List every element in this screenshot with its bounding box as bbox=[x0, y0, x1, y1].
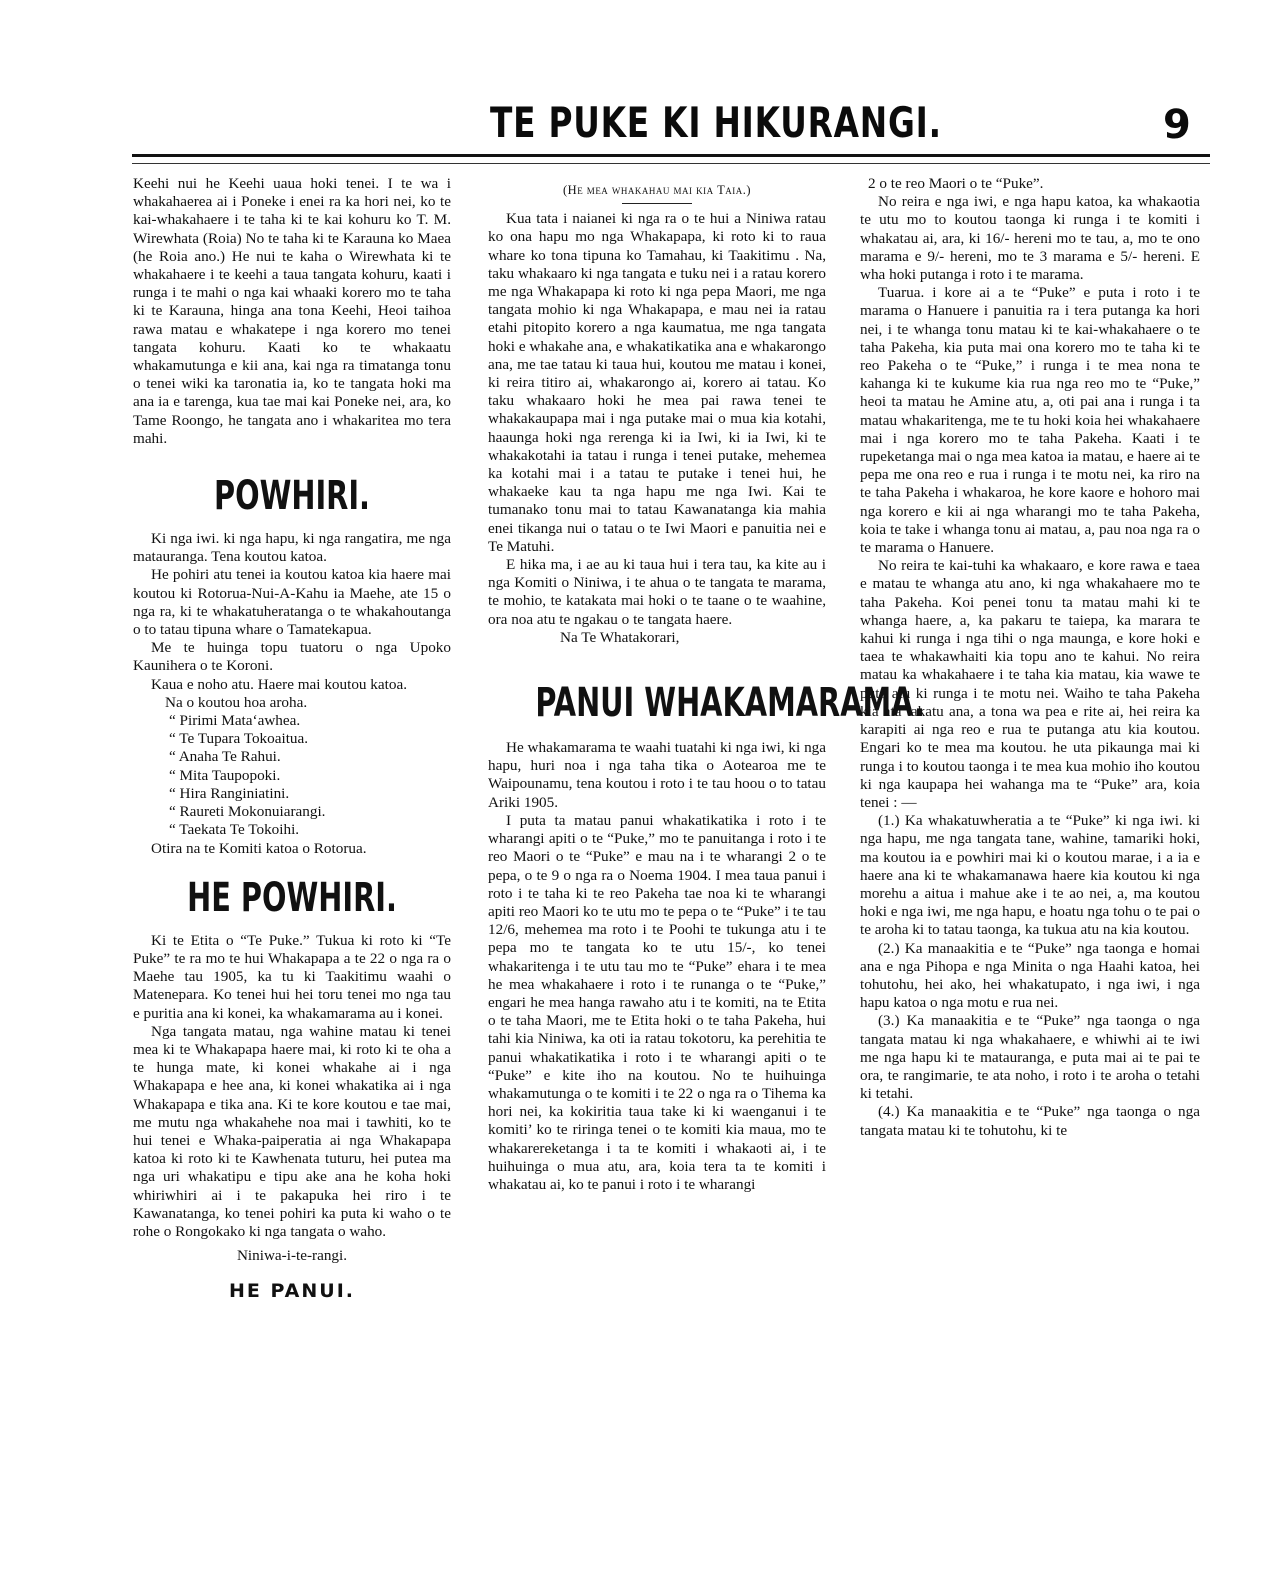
he-powhiri-paragraph-2: Nga tangata matau, nga wahine matau ki tenei mea ki te Whakapapa haere mai, ki roto ki te oha a te hunga mate, ki konei whakahe ai i nga Whakapapa e hee ana, ki konei whakatika ai i nga Whakapapa e tika ana. Ki te kore koutou e tae mai, me mutu nga whakahehe noa mai i tawhiti, ko te hui tenei e Whaka-paiperatia ai nga Whakapapa katoa ki roto ki te Kawhenata tuturu, hei putea ma nga uri whakatipu e tipu ake ana he koha hoki whiriwhiri ai i te pakapuka hei riro i te Kawanatanga, ko tenei pohiri ka puta ki waho o te rohe o Rongokako ki nga tangata o waho. bbox=[133, 1022, 451, 1240]
short-rule bbox=[622, 203, 692, 204]
signatory: “ Raureti Mokonuiarangi. bbox=[169, 803, 326, 821]
fees-paragraph: No reira e nga iwi, e nga hapu katoa, ka whakaotia te utu mo to koutou taonga ki runga i te komiti i whakatau ai, ara, ki 16/- hereni mo te tau, a, mo te ono marama e 9/- hereni, mo te 3 marama e 5/- hereni. E wha hoki putanga i roto i te marama. bbox=[860, 193, 1200, 284]
powhiri-closing: Otira na te Komiti katoa o Rotorua. bbox=[151, 839, 367, 857]
signatory: “ Hira Ranginiatini. bbox=[169, 784, 290, 802]
list-item-2: (2.) Ka manaakitia e te “Puke” nga taonga e homai ana e nga Pihopa e nga Minita o nga Haahi katoa, hei tohutohu, hei ako, hei whakatupato, i nga iwi, i nga hapu katoa o nga motu e rua nei. bbox=[860, 939, 1200, 1012]
heading-he-powhiri: HE POWHIRI. bbox=[187, 874, 397, 921]
masthead-rule-thick bbox=[132, 154, 1210, 157]
delay-paragraph: Tuarua. i kore ai a te “Puke” e puta i roto i te marama o Hanuere i panuitia ra i tera putanga ka hori nei, i te whanga tonu matau ki te kai-whakahaere o te taha Pakeha, kia puta mai ona korero mo te taha ki te reo Pakeha o te “Puke,” i runga i te mea nona te kahanga ki te kukume kia rua nga reo mo te “Puke,” heoi ta matau he Amine atu, a, oti pai ana i runga i ta matau whakaritenga, me te tu hoki koia hei whakahaere mai i nga korero mo te taha Pakeha. Kaati i te rupeketanga mai o nga mea katoa ia matau, e haere ai te pepa me ona reo e rua i runga i te motu nei, ka riro na te taha Pakeha i whakaroa, he kore kaore e hohoro mai nga korero e kii ai nga wharangi mo te taha Pakeha, koia te take i whanga tonu ai matau, a, pau noa nga ra o te marama o Hanuere. bbox=[860, 284, 1200, 557]
list-item-3: (3.) Ka manaakitia e te “Puke” nga taonga o nga tangata matau ki nga whakahaere, e whiwhi ai te iwi me nga hapu ki te matauranga, e puta mai ai te pai te ora, te rangimarie, te ata noho, i roto i te aroha o tetahi ki tetahi. bbox=[860, 1012, 1200, 1103]
letter-paragraph-1: Kua tata i naianei ki nga ra o te hui a Niniwa ratau ko ona hapu mo nga Whakapapa, ki roto ki to raua whare ko tona tipuna ko Tamahau, ki Taakitimu . Na, taku whakaaro ki nga tangata e tuku nei i a ratau korero me nga Whakapapa ki roto ki nga pepa Maori, me nga tangata mohio ki nga Whakapapa, e mau nei ia ratau etahi pitopito korero a nga kaumatua, me nga tangata hoki e whakahe ana, e whakatikatika ana e whakarongo ana, me tae tatau ki taua hui, koutou me matau i konei, ki reira titiro ai, whakarongo ai, korero ai tatau. Ko taku whakaaro hoki he mea pai rawa tenei te whakakaupapa mai i nga putake mai o mua kia kotahi, haaunga hoki nga rerenga ki ia Iwi, ki ia Iwi, ki te whakakotahi ia tatau i runga i tenei putake, mehemea ka kotahi mai i a tatau te putake i tenei hui, he whakaeke kau ta nga hapu me nga Iwi. Kai te tumanako tonu mai to tatau Kawanatanga kia mahia enei tikanga nui o tatau o te Iwi Maori e panuitia nei e Te Matuhi. bbox=[488, 210, 826, 555]
letter-paragraph-2: E hika ma, i ae au ki taua hui i tera tau, ka kite au i nga Komiti o Niniwa, i te ahua o te tangata te marama, te mohio, te katakata mai hoki o te taane o te waahine, ora noa atu te ngakau o te tangata haere. bbox=[488, 556, 826, 628]
page-number: 9 bbox=[1163, 102, 1191, 148]
signatory: “ Pirimi Mata‘awhea. bbox=[169, 712, 301, 730]
powhiri-paragraph-1: Ki nga iwi. ki nga hapu, ki nga rangatira, me nga matauranga. Tena koutou katoa. bbox=[133, 530, 451, 566]
powhiri-paragraph-4: Kaua e noho atu. Haere mai koutou katoa. bbox=[151, 675, 407, 693]
heading-powhiri: POWHIRI. bbox=[213, 473, 371, 520]
he-powhiri-signature: Niniwa-i-te-rangi. bbox=[236, 1247, 348, 1265]
powhiri-paragraph-3: Me te huinga topu tuatoru o nga Upoko Kaunihera o te Koroni. bbox=[133, 639, 451, 675]
list-item-1: (1.) Ka whakatuwheratia a te “Puke” ki nga iwi. ki nga hapu, me nga tangata tane, wahine, tamariki hoki, ma koutou ia e powhiri mai ki o koutou marae, i a ia e haere ana ki te whakamanawa haere kia koutou ki nga morehu a aitua i mahue ake i te ao nei, a, ma koutou hoki e nga iwi, me nga hapu, e hoatu nga tohu o te pai o te aroha ki to tatau taonga, ka tukua atu na kia koutou. bbox=[860, 812, 1200, 939]
heading-he-panui: HE PANUI. bbox=[229, 1280, 355, 1303]
column-1 bbox=[133, 175, 451, 1303]
powhiri-paragraph-2: He pohiri atu tenei ia koutou katoa kia haere mai koutou ki Rotorua-Nui-A-Kahu ia Maehe, ate 15 o nga ra, ki te whakatuheratanga o te whakahoutanga o to tatau tipuna whare o Tamatekapua. bbox=[133, 566, 451, 639]
masthead-rule-thin bbox=[132, 163, 1210, 164]
column-3 bbox=[860, 175, 1200, 1140]
letter-subheading: (He mea whakahau mai kia Taia.) bbox=[563, 183, 751, 197]
signatory: “ Anaha Te Rahui. bbox=[169, 748, 281, 766]
letter-signature: Na Te Whatakorari, bbox=[560, 628, 680, 646]
signatory: “ Mita Taupopoki. bbox=[169, 766, 281, 784]
decision-paragraph: No reira te kai-tuhi ka whakaaro, e kore rawa e taea e matau te whanga atu ano, ki nga whakahaere mo te taha Pakeha. Koi penei tonu ta matau mahi ki te whanga haere, a, ka pakaru te taiepa, ka marara te kahui ki runga i nga tihi o nga maunga, e kore hoki e taea te whakawhaiti kia topu ano te kahui. No reira matau ka whakahaere i te taha kia matau, kia wawe te puta atu ki runga i te motu nei. Waiho te taha Pakeha kia ata takatu ana, a tona wa pea e rite ai, hei reira ka karapiti ai nga reo e rua te putanga atu kia koutou. Engari ko te mea ma koutou. he uta pikaunga mai ki runga i to koutou taonga i te mea kua mohio iho koutou ki nga kaupapa hei wahanga ma te “Puke” ara, koia tenei : — bbox=[860, 557, 1200, 811]
masthead bbox=[0, 98, 1280, 158]
panui-paragraph-1: He whakamarama te waahi tuatahi ki nga iwi, ki nga hapu, huri noa i nga taha tika o Aotearoa me te Waipounamu, tena koutou i roto i te tau hoou o to tatau Ariki 1905. bbox=[488, 739, 826, 811]
panui-paragraph-2: I puta ta matau panui whakatikatika i roto i te wharangi apiti o te “Puke,” mo te panuitanga i roto i te reo Maori o te “Puke” e mau na i te wharangi 2 o te pepa, o te 9 o nga ra o Noema 1904. I mea taua panui i roto i te taha ki te reo Pakeha tae noa ki te wharangi apiti reo Maori ko te utu mo te pepa o te “Puke” i te tau 12/6, mehemea ma roto i te Poohi te tukunga atu i te pepa mo te tangata ko te utu 15/-, ko tenei whakaritenga i te utu tau mo te “Puke” ehara i te mea he mea whakahaere i roto i te runanga o te “Puke,” engari he mea hanga rawaho atu i te komiti, na te Etita o te taha Maori, me te Etita hoki o te taha Pakeha, hui tahi kia Niniwa, ka oti ia ratau tokotoru, ka perehitia te panui whakatikatika i roto i te wharangi apiti o te “Puke” e kite iho na koutou. No te huihuinga whakamutunga o te komiti i te 22 o nga ra o Tihema ka hori nei, ka kokiritia taua take ki ki waenganui i te komiti’ ko te riringa tenei o te komiti kia maua, mo te whakarereketanga i ta te komiti i whakaoti ai, i te huihuinga o mua atu, ara, koia tera ta te komiti i whakatau ai, ko te panui i roto i te wharangi bbox=[488, 811, 826, 1193]
heading-panui-whakamarama: PANUI WHAKAMARAMA. bbox=[535, 680, 925, 727]
signatory: “ Te Tupara Tokoaitua. bbox=[169, 730, 309, 748]
he-powhiri-paragraph-1: Ki te Etita o “Te Puke.” Tukua ki roto ki “Te Puke” te ra mo te hui Whakapapa a te 22 o nga ra o Maehe tau 1905, ka tu ki Taakitimu waahi o Matenepara. Ko tenei hui hei toru tenei mo nga tau e puritia ana ki konei, ka whakamarama au i konei. bbox=[133, 931, 451, 1022]
continued-line: 2 o te reo Maori o te “Puke”. bbox=[868, 175, 1044, 192]
column-2 bbox=[488, 175, 925, 1194]
signatory: “ Taekata Te Tokoihi. bbox=[169, 821, 300, 839]
court-case-paragraph: Keehi nui he Keehi uaua hoki tenei. I te wa i whakahaerea ai i Poneke i enei ra ka hori nei, ko te kai-whakahaere i te taha ki te kai kohuru ko T. M. Wirewhata (Roia) No te taha ki te Karauna ko Maea (he Roia ano.) He nui te kaha o Wirewhata ki te whakahaere i te keehi a taua tangata kohuru, kaati i runga i te mahi o nga kai whaaki korero mo te taha ki te Karauna, hinga ana tona Keehi, Heoi taihoa rawa matau e whakatepe i nga korero mo tenei tangata kohuru. Kaati ko te whakaatu whakamutunga e kii ana, kai nga ra timatanga tonu o tenei wiki ka taronatia ia, ko te tangata hoki ma ana ia e tarenga, kua tae mai kai Poneke nei, ara, ko Tame Roongo, he tangata ano i whakaritea mo tera mahi. bbox=[133, 175, 451, 447]
powhiri-signature-lead: Na o koutou hoa aroha. bbox=[165, 693, 308, 711]
newspaper-title: TE PUKE KI HIKURANGI. bbox=[490, 98, 942, 147]
list-item-4: (4.) Ka manaakitia e te “Puke” nga taonga o nga tangata matau ki te tohutohu, ki te bbox=[860, 1103, 1200, 1139]
